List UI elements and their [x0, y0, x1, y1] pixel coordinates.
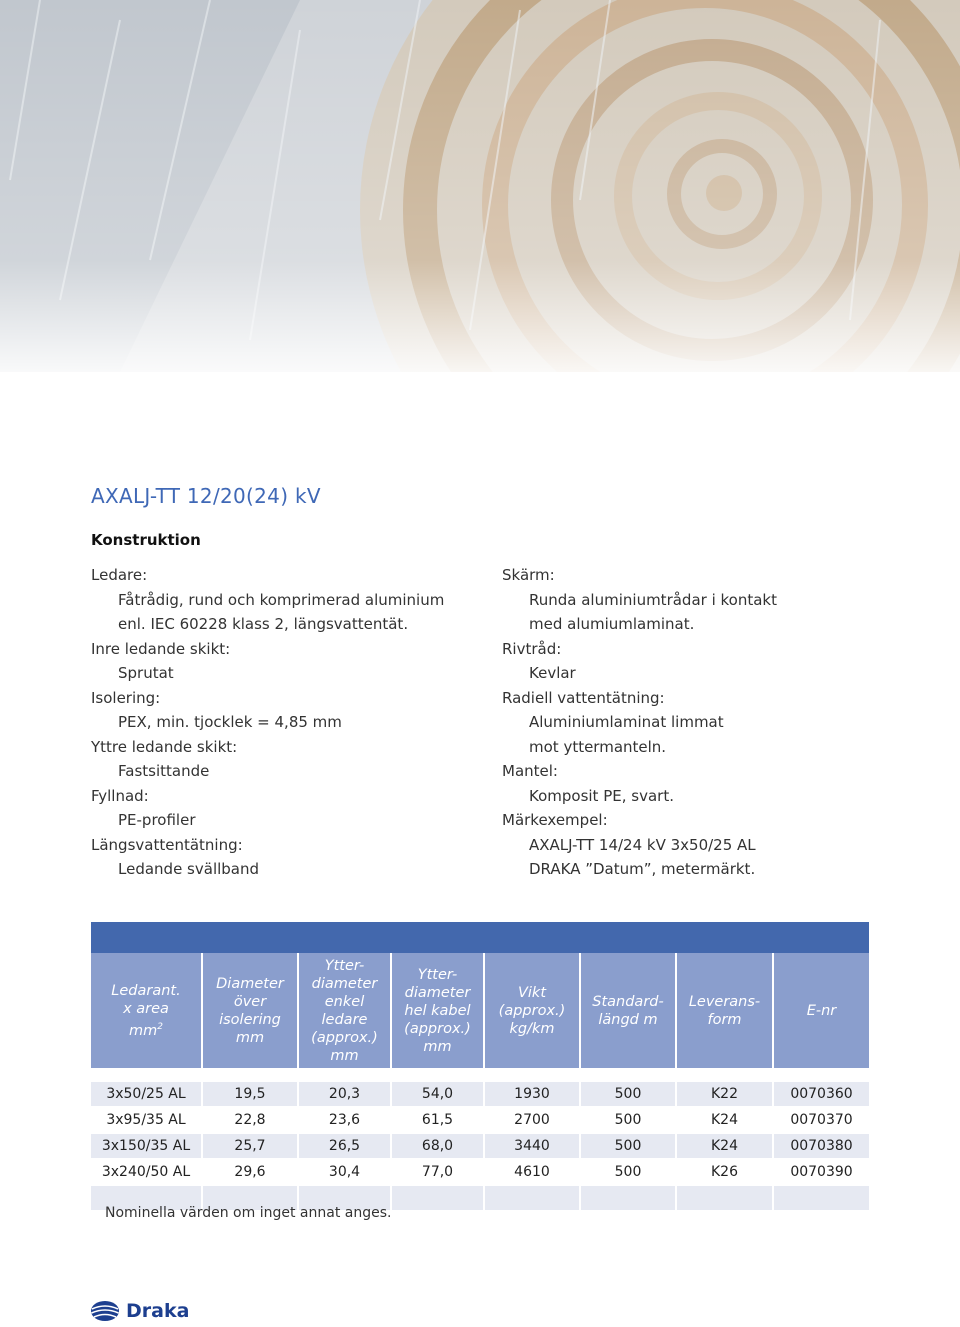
table-cell: 29,6 [202, 1159, 298, 1185]
column-header-line: mm [423, 1038, 452, 1055]
field-value: PEX, min. tjocklek = 4,85 mm [118, 713, 342, 731]
table-cell: K24 [676, 1107, 773, 1133]
field-value: AXALJ-TT 14/24 kV 3x50/25 AL [529, 835, 756, 854]
field-label: Radiell vattentätning: [502, 688, 665, 707]
column-header [484, 953, 580, 1068]
table-row [91, 1081, 869, 1107]
table-cell: 20,3 [298, 1081, 391, 1107]
field-value: Fåtrådig, rund och komprimerad aluminium [118, 590, 445, 609]
table-cell: 3x95/35 AL [91, 1107, 202, 1133]
field-value: med alumiumlaminat. [529, 615, 695, 633]
table-cell: 61,5 [391, 1107, 484, 1133]
column-header-line: (approx.) [404, 1020, 471, 1037]
field-label: Mantel: [502, 762, 558, 780]
field-label: Inre ledande skikt: [91, 639, 231, 658]
column-header-line: Vikt [517, 984, 547, 1001]
field-label: Skärm: [502, 566, 555, 584]
column-header [91, 953, 202, 1068]
field-value: enl. IEC 60228 klass 2, längsvattentät. [118, 615, 409, 633]
construction-left-column [91, 563, 491, 882]
field-label: Rivtråd: [502, 639, 562, 658]
column-header-line: Ledarant. [111, 982, 181, 999]
logo-text: Draka [126, 1300, 190, 1322]
table-cell: 4610 [484, 1159, 580, 1185]
table-cell: 500 [580, 1133, 676, 1159]
table-row [91, 1159, 869, 1185]
column-header-line: Diameter [216, 975, 284, 992]
table-cell: 23,6 [298, 1107, 391, 1133]
table-cell: 500 [580, 1107, 676, 1133]
field-label: Märkexempel: [502, 811, 608, 829]
field-value: DRAKA ”Datum”, metermärkt. [529, 860, 756, 878]
table-cell: 54,0 [391, 1081, 484, 1107]
column-header [391, 953, 484, 1068]
field-label: Längsvattentätning: [91, 835, 243, 854]
table-cell: K24 [676, 1133, 773, 1159]
column-header [298, 953, 391, 1068]
table-row [91, 1133, 869, 1159]
table-cell: 3x150/35 AL [91, 1133, 202, 1159]
field-value: Ledande svällband [118, 860, 260, 878]
column-header-line: form [707, 1011, 742, 1028]
table-row [91, 1107, 869, 1133]
column-header [676, 953, 773, 1068]
table-cell: 500 [580, 1159, 676, 1185]
table-cell: 3440 [484, 1133, 580, 1159]
table-cell: 25,7 [202, 1133, 298, 1159]
column-header-line: kg/km [509, 1020, 555, 1037]
section-heading: Konstruktion [91, 531, 201, 549]
table-cell: 68,0 [391, 1133, 484, 1159]
column-header [580, 953, 676, 1068]
table-cell: 0070370 [773, 1107, 869, 1133]
table-cell: 2700 [484, 1107, 580, 1133]
column-header-line: längd m [598, 1011, 658, 1028]
field-value: Komposit PE, svart. [529, 786, 674, 805]
column-header-line: Leverans- [688, 993, 761, 1010]
column-header-line: över [233, 993, 267, 1010]
draka-logo [90, 1297, 189, 1325]
field-value: Sprutat [118, 664, 174, 682]
table-cell: 26,5 [298, 1133, 391, 1159]
column-header [202, 953, 298, 1068]
table-cell: 30,4 [298, 1159, 391, 1185]
table-cell: 77,0 [391, 1159, 484, 1185]
field-value: Kevlar [529, 664, 576, 682]
table-cell: K22 [676, 1081, 773, 1107]
field-value: mot yttermanteln. [529, 737, 667, 756]
column-header-line: Ytter- [417, 966, 458, 983]
column-header-line: enkel ledare [321, 993, 368, 1028]
table-cell: 0070380 [773, 1133, 869, 1159]
draka-globe-icon [90, 1300, 120, 1322]
table-cell: 0070360 [773, 1081, 869, 1107]
cable-drum-photo [0, 0, 960, 372]
field-label: Ledare: [91, 566, 148, 584]
column-header [773, 953, 869, 1068]
column-header-line: Standard- [592, 993, 664, 1010]
field-value: Aluminiumlaminat limmat [529, 713, 724, 731]
field-value: Fastsittande [118, 762, 210, 780]
table-cell: 3x50/25 AL [91, 1081, 202, 1107]
column-header-superscript: 2 [157, 1021, 163, 1032]
column-header-line: E-nr [806, 1002, 837, 1019]
field-label: Yttre ledande skikt: [91, 737, 238, 756]
field-value: Runda aluminiumtrådar i kontakt [529, 590, 777, 609]
table-header-row [91, 953, 869, 1068]
column-header-unit: mm [129, 1022, 158, 1039]
column-header-line: isolering [219, 1011, 281, 1028]
cable-spec-table [91, 953, 869, 1210]
table-header-band [91, 922, 869, 953]
column-header-line: Ytter- [324, 957, 365, 974]
field-value: PE-profiler [118, 811, 196, 829]
construction-right-column [502, 563, 942, 882]
field-label: Isolering: [91, 688, 161, 707]
footnote: Nominella värden om inget annat anges. [105, 1205, 392, 1221]
field-label: Fyllnad: [91, 786, 149, 805]
table-spacer-row [91, 1068, 869, 1081]
column-header-line: mm [235, 1029, 265, 1046]
table-cell: 19,5 [202, 1081, 298, 1107]
column-header-line: diameter [404, 984, 471, 1001]
table-cell: 22,8 [202, 1107, 298, 1133]
table-cell: 500 [580, 1081, 676, 1107]
column-header-line: x area [123, 1000, 169, 1017]
document-title: AXALJ-TT 12/20(24) kV [91, 484, 321, 508]
column-header-line: (approx.) [498, 1002, 566, 1019]
table-cell: 1930 [484, 1081, 580, 1107]
column-header-line: (approx.) [311, 1029, 378, 1046]
table-cell: 0070390 [773, 1159, 869, 1185]
column-header-line: mm [330, 1047, 359, 1064]
table-cell: K26 [676, 1159, 773, 1185]
column-header-line: hel kabel [404, 1002, 471, 1019]
column-header-line: diameter [311, 975, 378, 992]
table-cell: 3x240/50 AL [91, 1159, 202, 1185]
